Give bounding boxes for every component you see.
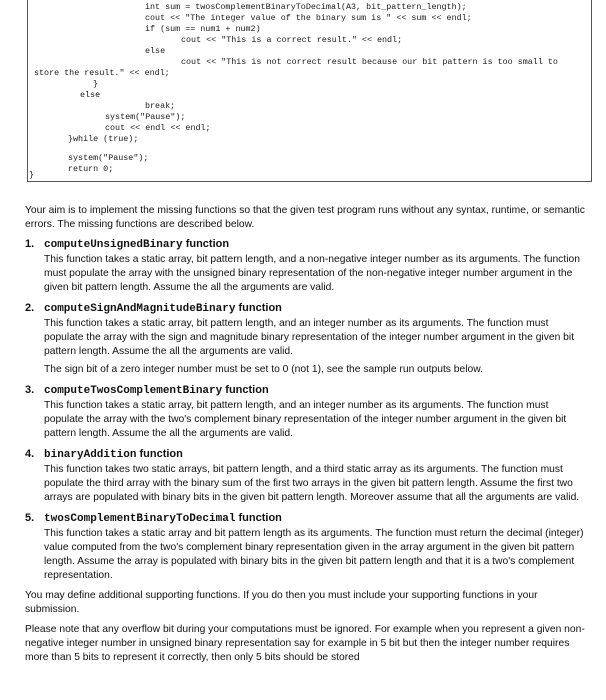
item-heading: [44, 301, 585, 317]
code-line: }while (true);: [68, 134, 139, 144]
function-keyword: function: [185, 238, 230, 250]
assignment-text: [25, 204, 585, 671]
code-line: store the result." << endl;: [34, 68, 170, 78]
supporting-functions-paragraph: You may define additional supporting functions. If you do then you must include your supporting functions in your submission.: [25, 590, 538, 615]
item-heading: [44, 511, 585, 527]
function-keyword: function: [238, 512, 282, 524]
function-name: computeSignAndMagnitudeBinary: [44, 303, 236, 315]
function-name: binaryAddition: [44, 449, 137, 461]
code-line: int sum = twosComplementBinaryToDecimal(A3, bit_pattern_length);: [145, 2, 467, 12]
function-keyword: function: [238, 302, 282, 314]
function-keyword: function: [225, 384, 269, 396]
function-note: The sign bit of a zero integer number must be set to 0 (not 1), see the sample run outputs below.: [44, 364, 484, 375]
function-description: This function takes a static array, bit pattern length, and an integer number as its arguments. The function must populate the array with the sign and magnitude binary representation of the integer number argument in the given bit pattern length. Assume the all the arguments are valid.: [44, 318, 575, 357]
item-number: 4.: [25, 448, 35, 460]
function-item: [25, 237, 585, 295]
function-description: This function takes a static array, bit pattern length, and a non-negative integer number as its arguments. The function must populate the array with the unsigned binary representation of the non-negative integer number argument in the given bit pattern length. Assume the all the arguments are valid.: [44, 254, 580, 293]
code-line: cout << "This is a correct result." << endl;: [181, 35, 403, 45]
code-listing: [27, 0, 592, 182]
function-item: [25, 301, 585, 377]
function-description: This function takes two static arrays, bit pattern length, and a third static array as its arguments. The function must populate the third array with the binary sum of the first two arrays in the given bit pattern length. Assume the first two arrays are populated with binary bits in the given bit pattern length. Moreover assume that all the arguments are valid.: [44, 464, 580, 503]
item-number: 1.: [25, 238, 35, 250]
overflow-paragraph: Please note that any overflow bit during your computations must be ignored. For example when you represent a given non-negative integer number in unsigned binary representation say for example in 5 bit but then the integer number requires more than 5 bits to represent it correctly, then only 5 bits should be stored: [25, 624, 585, 663]
code-line: return 0;: [68, 164, 114, 174]
code-line: system("Pause");: [105, 112, 186, 122]
code-line: system("Pause");: [68, 153, 149, 163]
function-description: This function takes a static array and bit pattern length as its arguments. The function must return the decimal (integer) value computed from the two's complement binary representation given in the array argument in the given bit pattern length. Assume the array is populated with binary bits in the given bit pattern length and that it is a two's complement representation.: [44, 528, 584, 581]
function-item: [25, 447, 585, 505]
item-heading: [44, 447, 585, 463]
code-line: if (sum == num1 + num2): [145, 24, 261, 34]
code-line: break;: [145, 101, 176, 111]
code-line: cout << "This is not correct result because our bit pattern is too small to: [181, 57, 558, 67]
function-item: [25, 383, 585, 441]
code-line: }: [93, 79, 99, 89]
item-number: 5.: [25, 512, 35, 524]
item-number: 3.: [25, 384, 35, 396]
item-heading: [44, 237, 585, 253]
code-line: else: [80, 90, 101, 100]
function-name: computeUnsignedBinary: [44, 239, 183, 251]
code-line: cout << "The integer value of the binary sum is " << sum << endl;: [145, 13, 472, 23]
item-heading: [44, 383, 585, 399]
function-description: This function takes a static array, bit pattern length, and an integer number as its arguments. The function must populate the array with the two's complement binary representation of the integer number argument in the given bit pattern length. Assume the all the arguments are valid.: [44, 400, 567, 439]
item-number: 2.: [25, 302, 35, 314]
function-keyword: function: [139, 448, 183, 460]
intro-paragraph: Your aim is to implement the missing functions so that the given test program runs without any syntax, runtime, or semantic errors. The missing functions are described below.: [25, 205, 585, 230]
code-line: cout << endl << endl;: [105, 123, 211, 133]
function-name: twosComplementBinaryToDecimal: [44, 513, 236, 525]
function-name: computeTwosComplementBinary: [44, 385, 223, 397]
function-item: [25, 511, 585, 583]
code-line: else: [145, 46, 166, 56]
closing-brace: }: [29, 170, 35, 180]
